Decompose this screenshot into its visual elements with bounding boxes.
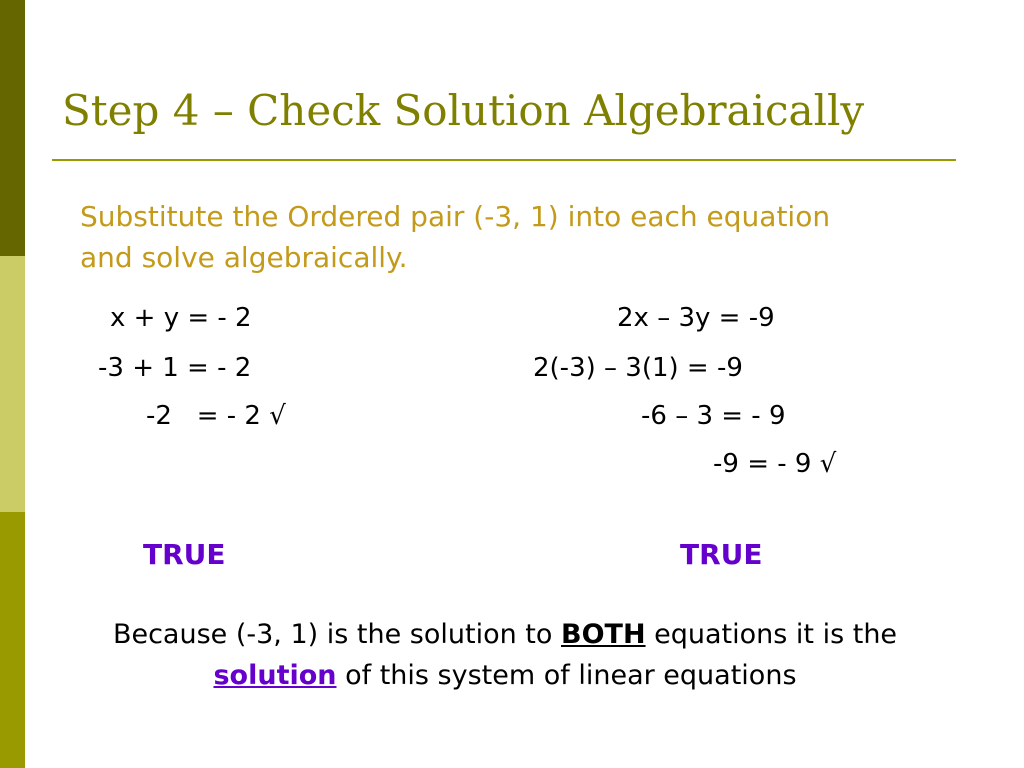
conclusion-part-3: of this system of linear equations	[336, 660, 797, 691]
slide-title: Step 4 – Check Solution Algebraically	[62, 86, 865, 135]
right-equation-line-3: -6 – 3 = - 9	[641, 401, 786, 431]
right-true-label: TRUE	[680, 538, 763, 571]
solution-emphasis: solution	[213, 660, 337, 691]
instruction-text: Substitute the Ordered pair (-3, 1) into each equation and solve algebraically.	[80, 200, 831, 274]
right-equation-line-4: -9 = - 9 √	[713, 449, 837, 479]
side-bar-bottom	[0, 512, 25, 768]
both-emphasis: BOTH	[561, 619, 646, 650]
conclusion-text	[110, 614, 900, 696]
title-divider	[52, 159, 956, 161]
conclusion-part-1: Because (-3, 1) is the solution to	[112, 619, 561, 650]
side-bar-top	[0, 0, 25, 256]
right-equation-line-2: 2(-3) – 3(1) = -9	[533, 353, 743, 383]
left-equation-line-1: x + y = - 2	[110, 303, 252, 333]
side-bar-middle	[0, 256, 25, 512]
left-true-label: TRUE	[143, 538, 226, 571]
left-equation-line-2: -3 + 1 = - 2	[98, 353, 252, 383]
conclusion-part-2: equations it is the	[645, 619, 898, 650]
left-equation-line-3: -2 = - 2 √	[146, 401, 286, 431]
right-equation-line-1: 2x – 3y = -9	[617, 303, 775, 333]
